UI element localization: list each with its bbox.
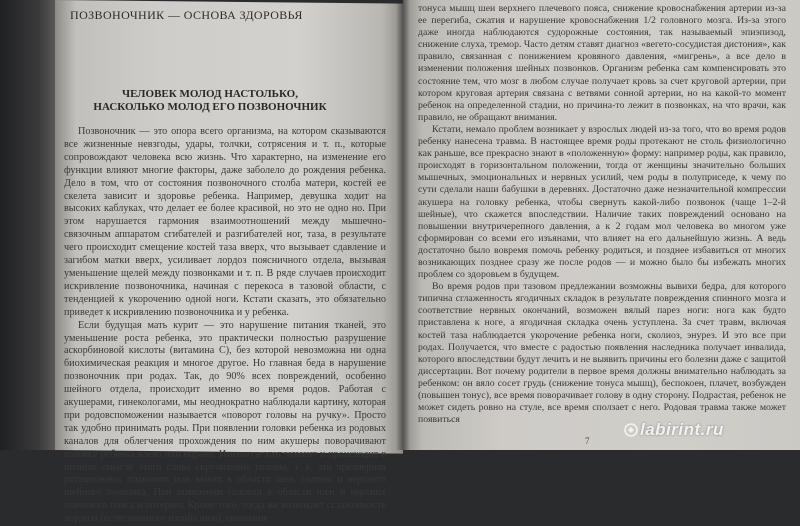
left-page-body [64,126,386,526]
paragraph: Во время родов при тазовом предлежании возможны вывихи бедра, для которого типична сглаженность ягодичных складок в результате повреждения спинного мозга и соответствие нервных окончаний, возможен вялый парез ноги: нога как будто приставлена к ноге, а ягодичная складка очень уступлена. За счет травм, включая костей таза наблюдается укорочение ребенка ноги, сколиоз, энурез. И это все при родах. Получается, что вместе с радостью появления наследника получает инвалида, которого впоследствии будут лечить и не выявить причины его болезни даже с защитой диссертации. Вот почему родители в первое время должны внимательно наблюдать за ребенком: он вяло сосет грудь (снижение тонуса мышц), беспокоен, плачет, возбужден (повышен тонус), все время поворачивает голову в одну сторону. Подрастая, ребенок не может сидеть ровно на стуле, все время сползает с него. Родовая травма также может появиться [418,281,786,426]
paragraph: тонуса мышц шеи верхнего плечевого пояса, снижение кровоснабжения артерии из-за ее перегиба, сжатия и нарушение кровоснабжения 1/2 головного мозга. Из-за этого даже иногда наблюдаются судорожные состояния, так называемый эпиэпизод, снижение слуха, тремор. Часто детям ставят диагноз «вегето-сосудистая дистония», как правило, связанная с понижением кровяного давления, «мигрень», а все дело в изменении положения шейных позвонков. Организм ребенка сам компенсировать это состояние тем, что мозг в любом случае получает кровь за счет круговой артерии, при котором круговая артерия связана с ветвями сонной артерии, но на какой-то момент ребенок на определенной стадии, но причина-то лежит в позвонках, на что врачи, как правило, не обращают внимания. [418,3,786,123]
paragraph: Кстати, немало проблем возникает у взрослых людей из-за того, что во время родов ребенку нанесена травма. В настоящее время роды протекают не столь физиологично как раньше, все прекрасно знают в «положенную» форму: например роды, как правило, происходят в горизонтальном положении, тогда от женщины значительно больших мышечных, эмоциональных и нервных усилий, чем роды в полуприседе, к чему по сути сделали наши бабушки в деревнях. Достаточно даже незначительной компрессии акушера на головку ребенка, чтобы свернуть какой-либо позвонок (чаще 1–2-й шейные), что скажется впоследствии. Наличие таких повреждений основано на повышении внутричерепного давления, а к 2 годам мол человека во многом уже сформирован со всеми его изъянами, что влияет на его дальнейшую жизнь. А ведь достаточно было вовремя помочь ребенку родиться, и позднее избавиться от многих возникающих позднее сразу же после родов — и можно было бы избежать многих проблем со здоровьем в будущем. [418,123,786,281]
book-edge-shadow [0,0,55,450]
running-head: ПОЗВОНОЧНИК — ОСНОВА ЗДОРОВЬЯ [70,8,303,22]
chapter-title-line-1: ЧЕЛОВЕК МОЛОД НАСТОЛЬКО, [122,88,298,100]
watermark-text: labirint.ru [640,420,724,439]
chapter-title-line-2: НАСКОЛЬКО МОЛОД ЕГО ПОЗВОНОЧНИК [93,101,327,113]
paragraph: Позвоночник — это опора всего организма, на котором сказываются все жизненные невзгоды, удары, толчки, сотрясения и т. п., которые сопровождают человека всю жизнь. Что характерно, на изменение его функции влияют многие факторы, даже заболело до рождения ребенка. Дело в том, что от состояния позвоночного столба матери, костей ее скелета зависит и здоровье ребенка. Например, девушка ходит на высоких каблуках, что делает ее более красивой, но это не одно но. При этом нарушается гармония взаимоотношений между мышечно-связочным аппаратом сгибателей и разгибателей ног, таза, в результате чего происходит смещение костей таза вверх, что вызывает сдавление и загибом матки вверх, усиливает лордоз поясничного отдела, вызывая уменьшение щелей между позвонками и т. п. В ряде случаев происходит искривление позвоночника, начиная с перекоса в тазовой области, с тенденцией к укорочению одной ноги. Кстати сказать, это обязательно приведет к искривлению позвоночника и у ребенка. [64,126,386,318]
right-page-body [418,3,786,426]
watermark-logo-icon [624,423,638,437]
page-number: 7 [585,436,590,446]
book-gutter [396,0,410,450]
paragraph: Если будущая мать курит — это нарушение питания тканей, это уменьшение роста ребенка, это практически полностью разрушение аскорбиновой кислоты (витамина С), без которой невозможна ни одна биохимическая реакция и многое другое. Но главная беда в нарушение позвоночник при родах. Так, до 90% всех повреждений, особенно шейного отдела, происходит именно во время родов. Работая с акушерами, гинекологами, мы неоднократно наблюдали картину, которая при родовспоможении называется «поворот головы на ручку». Просто так удобно принимать роды. При появлении головки ребенка из родовых каналов для облегчения прохождения по ним акушеры поворачивают головку ребенка влево или вправо. Именно в этот момент и происходит в полном смысле этого слова скручивание головы, т. е. эта чрезмерная ротационных подвывих или вывих в области шеи, головы и верхнего шейного позвонка. При появлении головки в области шеи и верхних плечевого пояса и потеряет. Кроме того, тогда же возникает сглаженность лордоза (естественного изгиба шеи), снижение [64,319,386,525]
